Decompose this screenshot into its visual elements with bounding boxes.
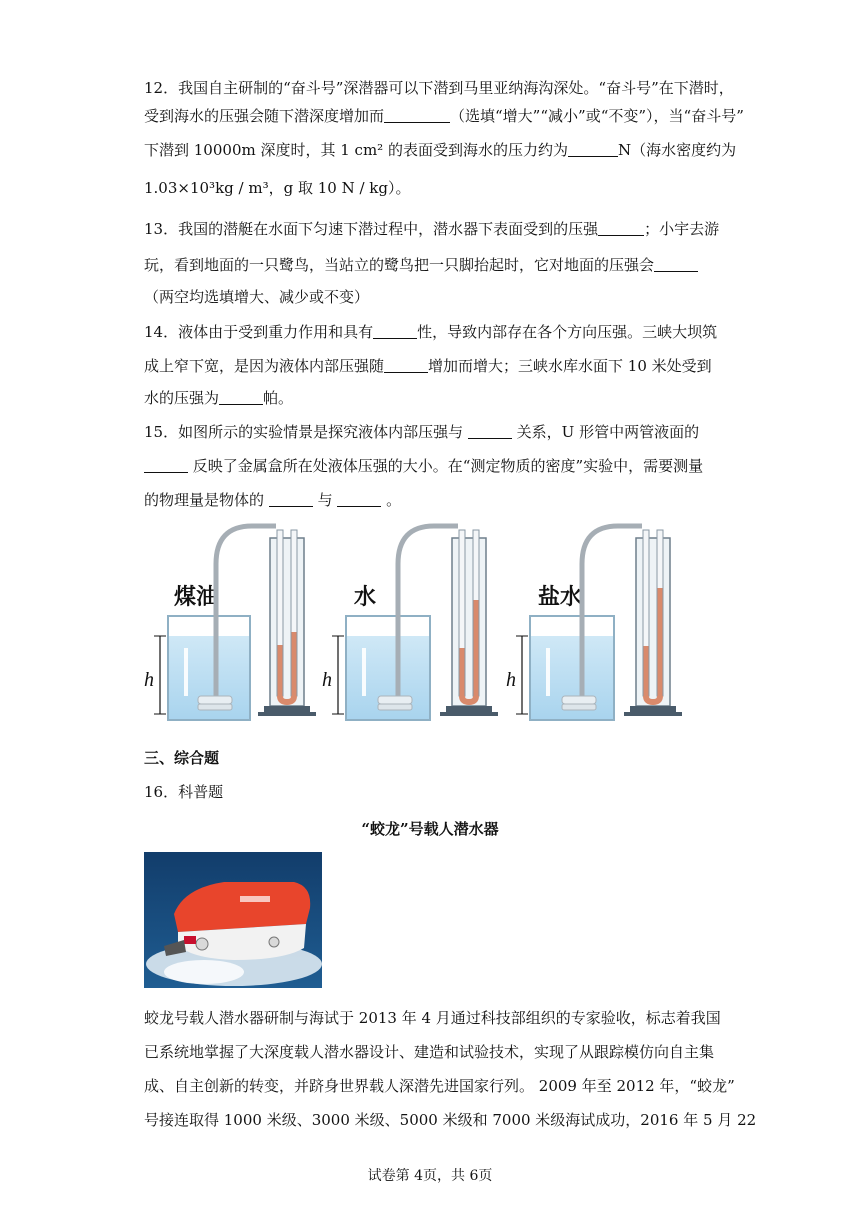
q15-text: 的物理量是物体的 (144, 491, 265, 509)
q14-text: 成上窄下宽，是因为液体内部压强随 (144, 357, 385, 375)
section-heading: 三、综合题 (144, 749, 220, 767)
q12-line4: 1.03×10³kg / m³，g 取 10 N / kg）。 (144, 179, 411, 197)
submersible-photo (144, 852, 322, 988)
q16-label: 16．科普题 (144, 783, 224, 801)
answer-blank (654, 257, 698, 272)
q12-text: （选填“增大”“减小”或“不变”），当“奋斗号” (450, 107, 744, 125)
answer-blank (219, 390, 263, 405)
u-tube-left-liquid (644, 646, 649, 697)
q13-text: 13．我国的潜艇在水面下匀速下潜过程中，潜水器下表面受到的压强 (144, 220, 599, 238)
beaker-label: 煤油 (174, 585, 219, 610)
answer-blank (337, 492, 381, 507)
q13-line2 (144, 255, 698, 275)
u-tube-left-liquid (278, 645, 283, 697)
q15-text: 反映了金属盒所在处液体压强的大小。在“测定物质的密度”实验中，需要测量 (192, 457, 704, 475)
q12-line2 (144, 106, 744, 126)
answer-blank (373, 324, 417, 339)
apparatus-water (322, 526, 498, 720)
page-footer: 试卷第 4页，共 6页 (367, 1168, 493, 1184)
u-tube-board (270, 538, 304, 706)
q14-line3 (144, 388, 293, 408)
q14-text: 增加而增大；三峡水库水面下 10 米处受到 (428, 357, 712, 375)
pressure-experiment-figure (140, 520, 700, 725)
answer-blank (269, 492, 313, 507)
q14-text: 水的压强为 (144, 389, 220, 407)
q14-text: 性，导致内部存在各个方向压强。三峡大坝筑 (417, 323, 718, 341)
q13-line3: （两空均选填增大、减少或不变） (144, 288, 370, 306)
q15-line1 (144, 422, 699, 442)
q12-text: N（海水密度约为 (617, 141, 737, 159)
apparatus-saltwater (506, 526, 682, 720)
article-line1: 蛟龙号载人潜水器研制与海试于 2013 年 4 月通过科技部组织的专家验收，标志着我国 (144, 1009, 721, 1027)
q12-line3 (144, 140, 736, 160)
depth-label: h (322, 669, 332, 691)
q14-text: 14．液体由于受到重力作用和具有 (144, 323, 374, 341)
depth-label: h (144, 669, 154, 691)
article-line2: 已系统地掌握了大深度载人潜水器设计、建造和试验技术，实现了从跟踪模仿向自主集 (144, 1043, 715, 1061)
q14-line1 (144, 322, 717, 342)
q15-text: 与 (317, 491, 333, 509)
u-tube-left-liquid (460, 648, 465, 697)
u-tube-board (452, 538, 486, 706)
u-tube-board (636, 538, 670, 706)
u-tube-right-liquid (474, 600, 479, 697)
q15-text: 15．如图所示的实验情景是探究液体内部压强与 (144, 423, 464, 441)
q12-text: 受到海水的压强会随下潜深度增加而 (144, 107, 385, 125)
q15-line3 (144, 490, 401, 510)
article-line3: 成、自主创新的转变，并跻身世界载人深潜先进国家行列。 2009 年至 2012 年，“蛟龙” (144, 1077, 735, 1095)
beaker-label: 水 (354, 585, 377, 610)
q14-text: 帕。 (263, 389, 294, 407)
q15-line2 (144, 456, 703, 476)
beaker-label: 盐水 (538, 585, 583, 610)
article-line4: 号接连取得 1000 米级、3000 米级、5000 米级和 7000 米级海试成功，2016 年 5 月 22 (144, 1111, 757, 1129)
u-tube-right-liquid (292, 632, 297, 697)
article-title: “蛟龙”号载人潜水器 (361, 820, 499, 838)
apparatus-kerosene (144, 526, 316, 720)
q15-text: 。 (386, 491, 402, 509)
q13-text: 玩，看到地面的一只鹭鸟，当站立的鹭鸟把一只脚抬起时，它对地面的压强会 (144, 256, 655, 274)
q12-text: 下潜到 10000m 深度时，其 1 cm² 的表面受到海水的压力约为 (144, 141, 568, 159)
q14-line2 (144, 356, 712, 376)
u-tube-right-liquid (658, 588, 663, 697)
answer-blank (144, 458, 188, 473)
q13-line1 (144, 219, 719, 239)
q13-text: ；小宇去游 (644, 220, 720, 238)
answer-blank (568, 142, 618, 157)
answer-blank (384, 358, 428, 373)
q12-line1: 12．我国自主研制的“奋斗号”深潜器可以下潜到马里亚纳海沟深处。“奋斗号”在下潜时， (144, 79, 734, 97)
answer-blank (598, 221, 644, 236)
answer-blank (384, 108, 450, 123)
answer-blank (468, 424, 512, 439)
depth-label: h (506, 669, 516, 691)
q15-text: 关系，U 形管中两管液面的 (516, 423, 700, 441)
